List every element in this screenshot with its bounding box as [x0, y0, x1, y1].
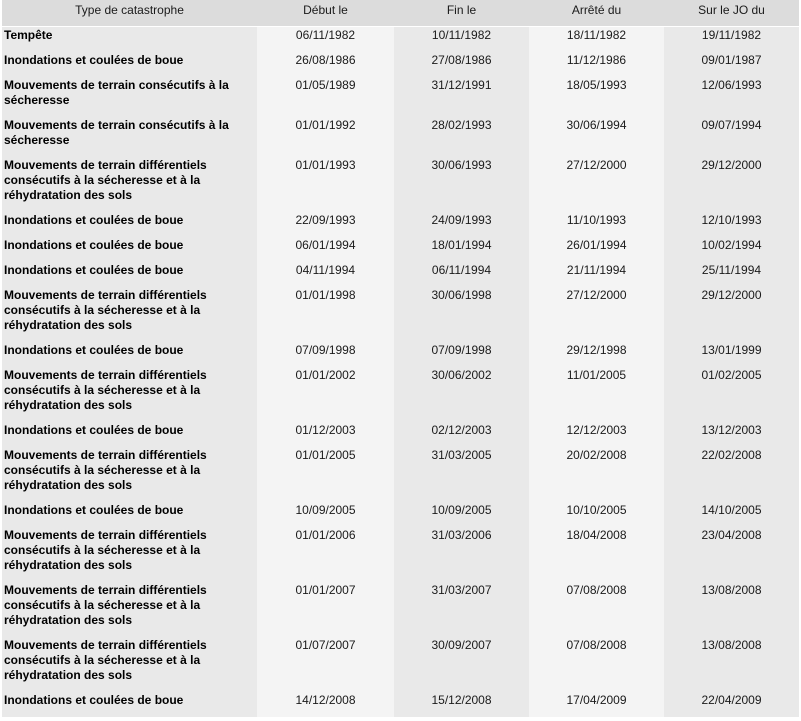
cell-arrete: 20/02/2008	[529, 447, 664, 502]
cell-debut: 04/11/1994	[257, 262, 394, 287]
cell-jo: 10/02/1994	[664, 237, 799, 262]
table-body	[2, 27, 799, 718]
table-row	[2, 52, 799, 77]
header-row	[2, 0, 799, 27]
cell-debut: 01/05/1989	[257, 77, 394, 117]
cell-jo: 22/02/2008	[664, 447, 799, 502]
cell-type: Tempête	[2, 27, 257, 53]
table-row	[2, 342, 799, 367]
cell-jo: 12/10/1993	[664, 212, 799, 237]
cell-arrete: 21/11/1994	[529, 262, 664, 287]
header-type: Type de catastrophe	[2, 0, 257, 27]
cell-arrete: 12/12/2003	[529, 422, 664, 447]
cell-type: Inondations et coulées de boue	[2, 422, 257, 447]
cell-jo: 23/04/2008	[664, 527, 799, 582]
cell-jo: 13/08/2008	[664, 582, 799, 637]
cell-type: Inondations et coulées de boue	[2, 262, 257, 287]
cell-debut: 01/01/1992	[257, 117, 394, 157]
cell-fin: 28/02/1993	[394, 117, 529, 157]
table-row	[2, 527, 799, 582]
cell-debut: 14/12/2008	[257, 692, 394, 717]
table-row	[2, 502, 799, 527]
table-row	[2, 77, 799, 117]
table-row	[2, 262, 799, 287]
cell-type: Mouvements de terrain différentiels consécutifs à la sécheresse et à la réhydratation des sols	[2, 582, 257, 637]
table-row	[2, 287, 799, 342]
cell-fin: 30/06/1993	[394, 157, 529, 212]
cell-type: Mouvements de terrain différentiels consécutifs à la sécheresse et à la réhydratation des sols	[2, 367, 257, 422]
cell-type: Mouvements de terrain consécutifs à la sécheresse	[2, 77, 257, 117]
cell-type: Inondations et coulées de boue	[2, 692, 257, 717]
cell-jo: 13/12/2003	[664, 422, 799, 447]
cell-arrete: 11/10/1993	[529, 212, 664, 237]
cell-type: Mouvements de terrain différentiels consécutifs à la sécheresse et à la réhydratation des sols	[2, 637, 257, 692]
cell-jo: 22/04/2009	[664, 692, 799, 717]
cell-type: Mouvements de terrain différentiels consécutifs à la sécheresse et à la réhydratation des sols	[2, 287, 257, 342]
table-row	[2, 637, 799, 692]
cell-arrete: 11/12/1986	[529, 52, 664, 77]
cell-jo: 25/11/1994	[664, 262, 799, 287]
cell-type: Inondations et coulées de boue	[2, 212, 257, 237]
cell-debut: 22/09/1993	[257, 212, 394, 237]
cell-debut: 26/08/1986	[257, 52, 394, 77]
cell-arrete: 10/10/2005	[529, 502, 664, 527]
table-row	[2, 237, 799, 262]
cell-type: Inondations et coulées de boue	[2, 342, 257, 367]
cell-fin: 06/11/1994	[394, 262, 529, 287]
cell-arrete: 27/12/2000	[529, 287, 664, 342]
cell-debut: 01/01/1998	[257, 287, 394, 342]
header-fin: Fin le	[394, 0, 529, 27]
cell-jo: 12/06/1993	[664, 77, 799, 117]
cell-jo: 29/12/2000	[664, 157, 799, 212]
cell-fin: 24/09/1993	[394, 212, 529, 237]
cell-fin: 27/08/1986	[394, 52, 529, 77]
cell-arrete: 17/04/2009	[529, 692, 664, 717]
table-row	[2, 367, 799, 422]
cell-fin: 15/12/2008	[394, 692, 529, 717]
cell-fin: 10/09/2005	[394, 502, 529, 527]
cell-arrete: 29/12/1998	[529, 342, 664, 367]
cell-debut: 07/09/1998	[257, 342, 394, 367]
cell-debut: 01/01/2007	[257, 582, 394, 637]
catastrophe-table	[2, 0, 799, 717]
cell-type: Inondations et coulées de boue	[2, 502, 257, 527]
cell-type: Mouvements de terrain différentiels consécutifs à la sécheresse et à la réhydratation des sols	[2, 527, 257, 582]
cell-jo: 13/08/2008	[664, 637, 799, 692]
cell-jo: 19/11/1982	[664, 27, 799, 53]
cell-fin: 31/12/1991	[394, 77, 529, 117]
cell-jo: 29/12/2000	[664, 287, 799, 342]
table-row	[2, 422, 799, 447]
header-jo: Sur le JO du	[664, 0, 799, 27]
cell-arrete: 07/08/2008	[529, 637, 664, 692]
cell-jo: 13/01/1999	[664, 342, 799, 367]
cell-type: Inondations et coulées de boue	[2, 237, 257, 262]
cell-fin: 30/06/2002	[394, 367, 529, 422]
cell-arrete: 18/04/2008	[529, 527, 664, 582]
header-arrete: Arrêté du	[529, 0, 664, 27]
cell-jo: 09/07/1994	[664, 117, 799, 157]
header-debut: Début le	[257, 0, 394, 27]
table-row	[2, 447, 799, 502]
cell-debut: 01/01/2005	[257, 447, 394, 502]
cell-type: Mouvements de terrain différentiels consécutifs à la sécheresse et à la réhydratation des sols	[2, 157, 257, 212]
cell-debut: 06/01/1994	[257, 237, 394, 262]
cell-arrete: 11/01/2005	[529, 367, 664, 422]
cell-fin: 10/11/1982	[394, 27, 529, 53]
table-row	[2, 212, 799, 237]
table-row	[2, 117, 799, 157]
table-row	[2, 692, 799, 717]
cell-arrete: 18/05/1993	[529, 77, 664, 117]
cell-debut: 10/09/2005	[257, 502, 394, 527]
table-row	[2, 27, 799, 53]
cell-fin: 31/03/2007	[394, 582, 529, 637]
cell-debut: 01/12/2003	[257, 422, 394, 447]
cell-jo: 09/01/1987	[664, 52, 799, 77]
cell-debut: 06/11/1982	[257, 27, 394, 53]
cell-jo: 01/02/2005	[664, 367, 799, 422]
cell-arrete: 07/08/2008	[529, 582, 664, 637]
cell-debut: 01/01/2002	[257, 367, 394, 422]
cell-arrete: 27/12/2000	[529, 157, 664, 212]
cell-type: Mouvements de terrain différentiels consécutifs à la sécheresse et à la réhydratation des sols	[2, 447, 257, 502]
cell-fin: 02/12/2003	[394, 422, 529, 447]
cell-type: Inondations et coulées de boue	[2, 52, 257, 77]
cell-type: Mouvements de terrain consécutifs à la sécheresse	[2, 117, 257, 157]
cell-fin: 31/03/2006	[394, 527, 529, 582]
cell-fin: 31/03/2005	[394, 447, 529, 502]
table-row	[2, 157, 799, 212]
cell-debut: 01/07/2007	[257, 637, 394, 692]
cell-arrete: 30/06/1994	[529, 117, 664, 157]
cell-jo: 14/10/2005	[664, 502, 799, 527]
cell-fin: 18/01/1994	[394, 237, 529, 262]
table-header	[2, 0, 799, 27]
cell-fin: 07/09/1998	[394, 342, 529, 367]
table-row	[2, 582, 799, 637]
cell-fin: 30/09/2007	[394, 637, 529, 692]
cell-fin: 30/06/1998	[394, 287, 529, 342]
cell-debut: 01/01/2006	[257, 527, 394, 582]
cell-debut: 01/01/1993	[257, 157, 394, 212]
cell-arrete: 26/01/1994	[529, 237, 664, 262]
cell-arrete: 18/11/1982	[529, 27, 664, 53]
